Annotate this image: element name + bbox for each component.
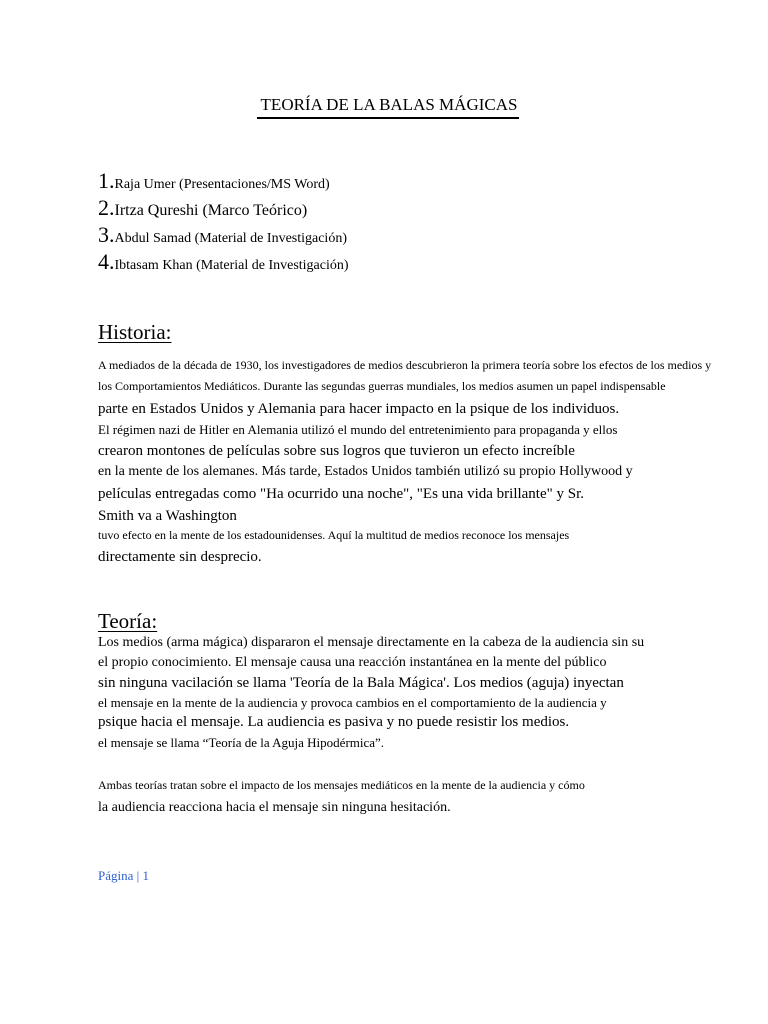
teoria-line: el mensaje en la mente de la audiencia y provoca cambios en el comportamiento de la audiencia y xyxy=(98,695,607,710)
title-underline xyxy=(257,117,519,119)
historia-line: El régimen nazi de Hitler en Alemania utilizó el mundo del entretenimiento para propaganda y ellos xyxy=(98,422,618,437)
historia-line: crearon montones de películas sobre sus logros que tuvieron un efecto increíble xyxy=(98,443,575,459)
member-2 xyxy=(98,195,307,221)
member-number: 1. xyxy=(98,168,115,193)
member-4 xyxy=(98,249,349,275)
section-heading-historia: Historia: xyxy=(98,320,172,344)
historia-line: directamente sin desprecio. xyxy=(98,549,262,565)
teoria-line: psique hacia el mensaje. La audiencia es pasiva y no puede resistir los medios. xyxy=(98,714,570,730)
historia-line: tuvo efecto en la mente de los estadounidenses. Aquí la multitud de medios reconoce los mensajes xyxy=(98,528,570,542)
historia-line: Smith va a Washington xyxy=(98,508,237,524)
member-text: Irtza Qureshi (Marco Teórico) xyxy=(114,202,308,219)
historia-line: en la mente de los alemanes. Más tarde, Estados Unidos también utilizó su propio Hollywood y xyxy=(98,464,633,479)
historia-line: los Comportamientos Mediáticos. Durante las segundas guerras mundiales, los medios asumen un papel indispensable xyxy=(98,379,666,393)
member-number: 4. xyxy=(98,249,115,274)
member-text: Abdul Samad (Material de Investigación) xyxy=(114,231,347,246)
member-number: 2. xyxy=(98,195,115,220)
conclusion-line: Ambas teorías tratan sobre el impacto de los mensajes mediáticos en la mente de la audiencia y cómo xyxy=(98,778,585,792)
conclusion-line: la audiencia reacciona hacia el mensaje sin ninguna hesitación. xyxy=(98,800,451,815)
historia-line: películas entregadas como "Ha ocurrido una noche", "Es una vida brillante" y Sr. xyxy=(98,486,585,502)
teoria-line: Los medios (arma mágica) dispararon el mensaje directamente en la cabeza de la audiencia sin su xyxy=(98,635,645,650)
member-1 xyxy=(98,168,330,194)
member-text: Ibtasam Khan (Material de Investigación) xyxy=(114,258,349,273)
teoria-line: sin ninguna vacilación se llama 'Teoría de la Bala Mágica'. Los medios (aguja) inyectan xyxy=(98,675,624,691)
document-title: TEORÍA DE LA BALAS MÁGICAS xyxy=(260,95,518,114)
historia-line: parte en Estados Unidos y Alemania para hacer impacto en la psique de los individuos. xyxy=(98,401,620,417)
member-number: 3. xyxy=(98,222,115,247)
teoria-line: el propio conocimiento. El mensaje causa una reacción instantánea en la mente del público xyxy=(98,655,607,670)
member-text: Raja Umer (Presentaciones/MS Word) xyxy=(114,177,330,192)
teoria-line: el mensaje se llama “Teoría de la Aguja Hipodérmica”. xyxy=(98,735,385,750)
section-heading-teoria: Teoría: xyxy=(98,609,158,633)
historia-line: A mediados de la década de 1930, los investigadores de medios descubrieron la primera teoría sobre los efectos de los medios y xyxy=(98,358,712,372)
member-3 xyxy=(98,222,347,248)
page-number: Página | 1 xyxy=(98,868,149,883)
